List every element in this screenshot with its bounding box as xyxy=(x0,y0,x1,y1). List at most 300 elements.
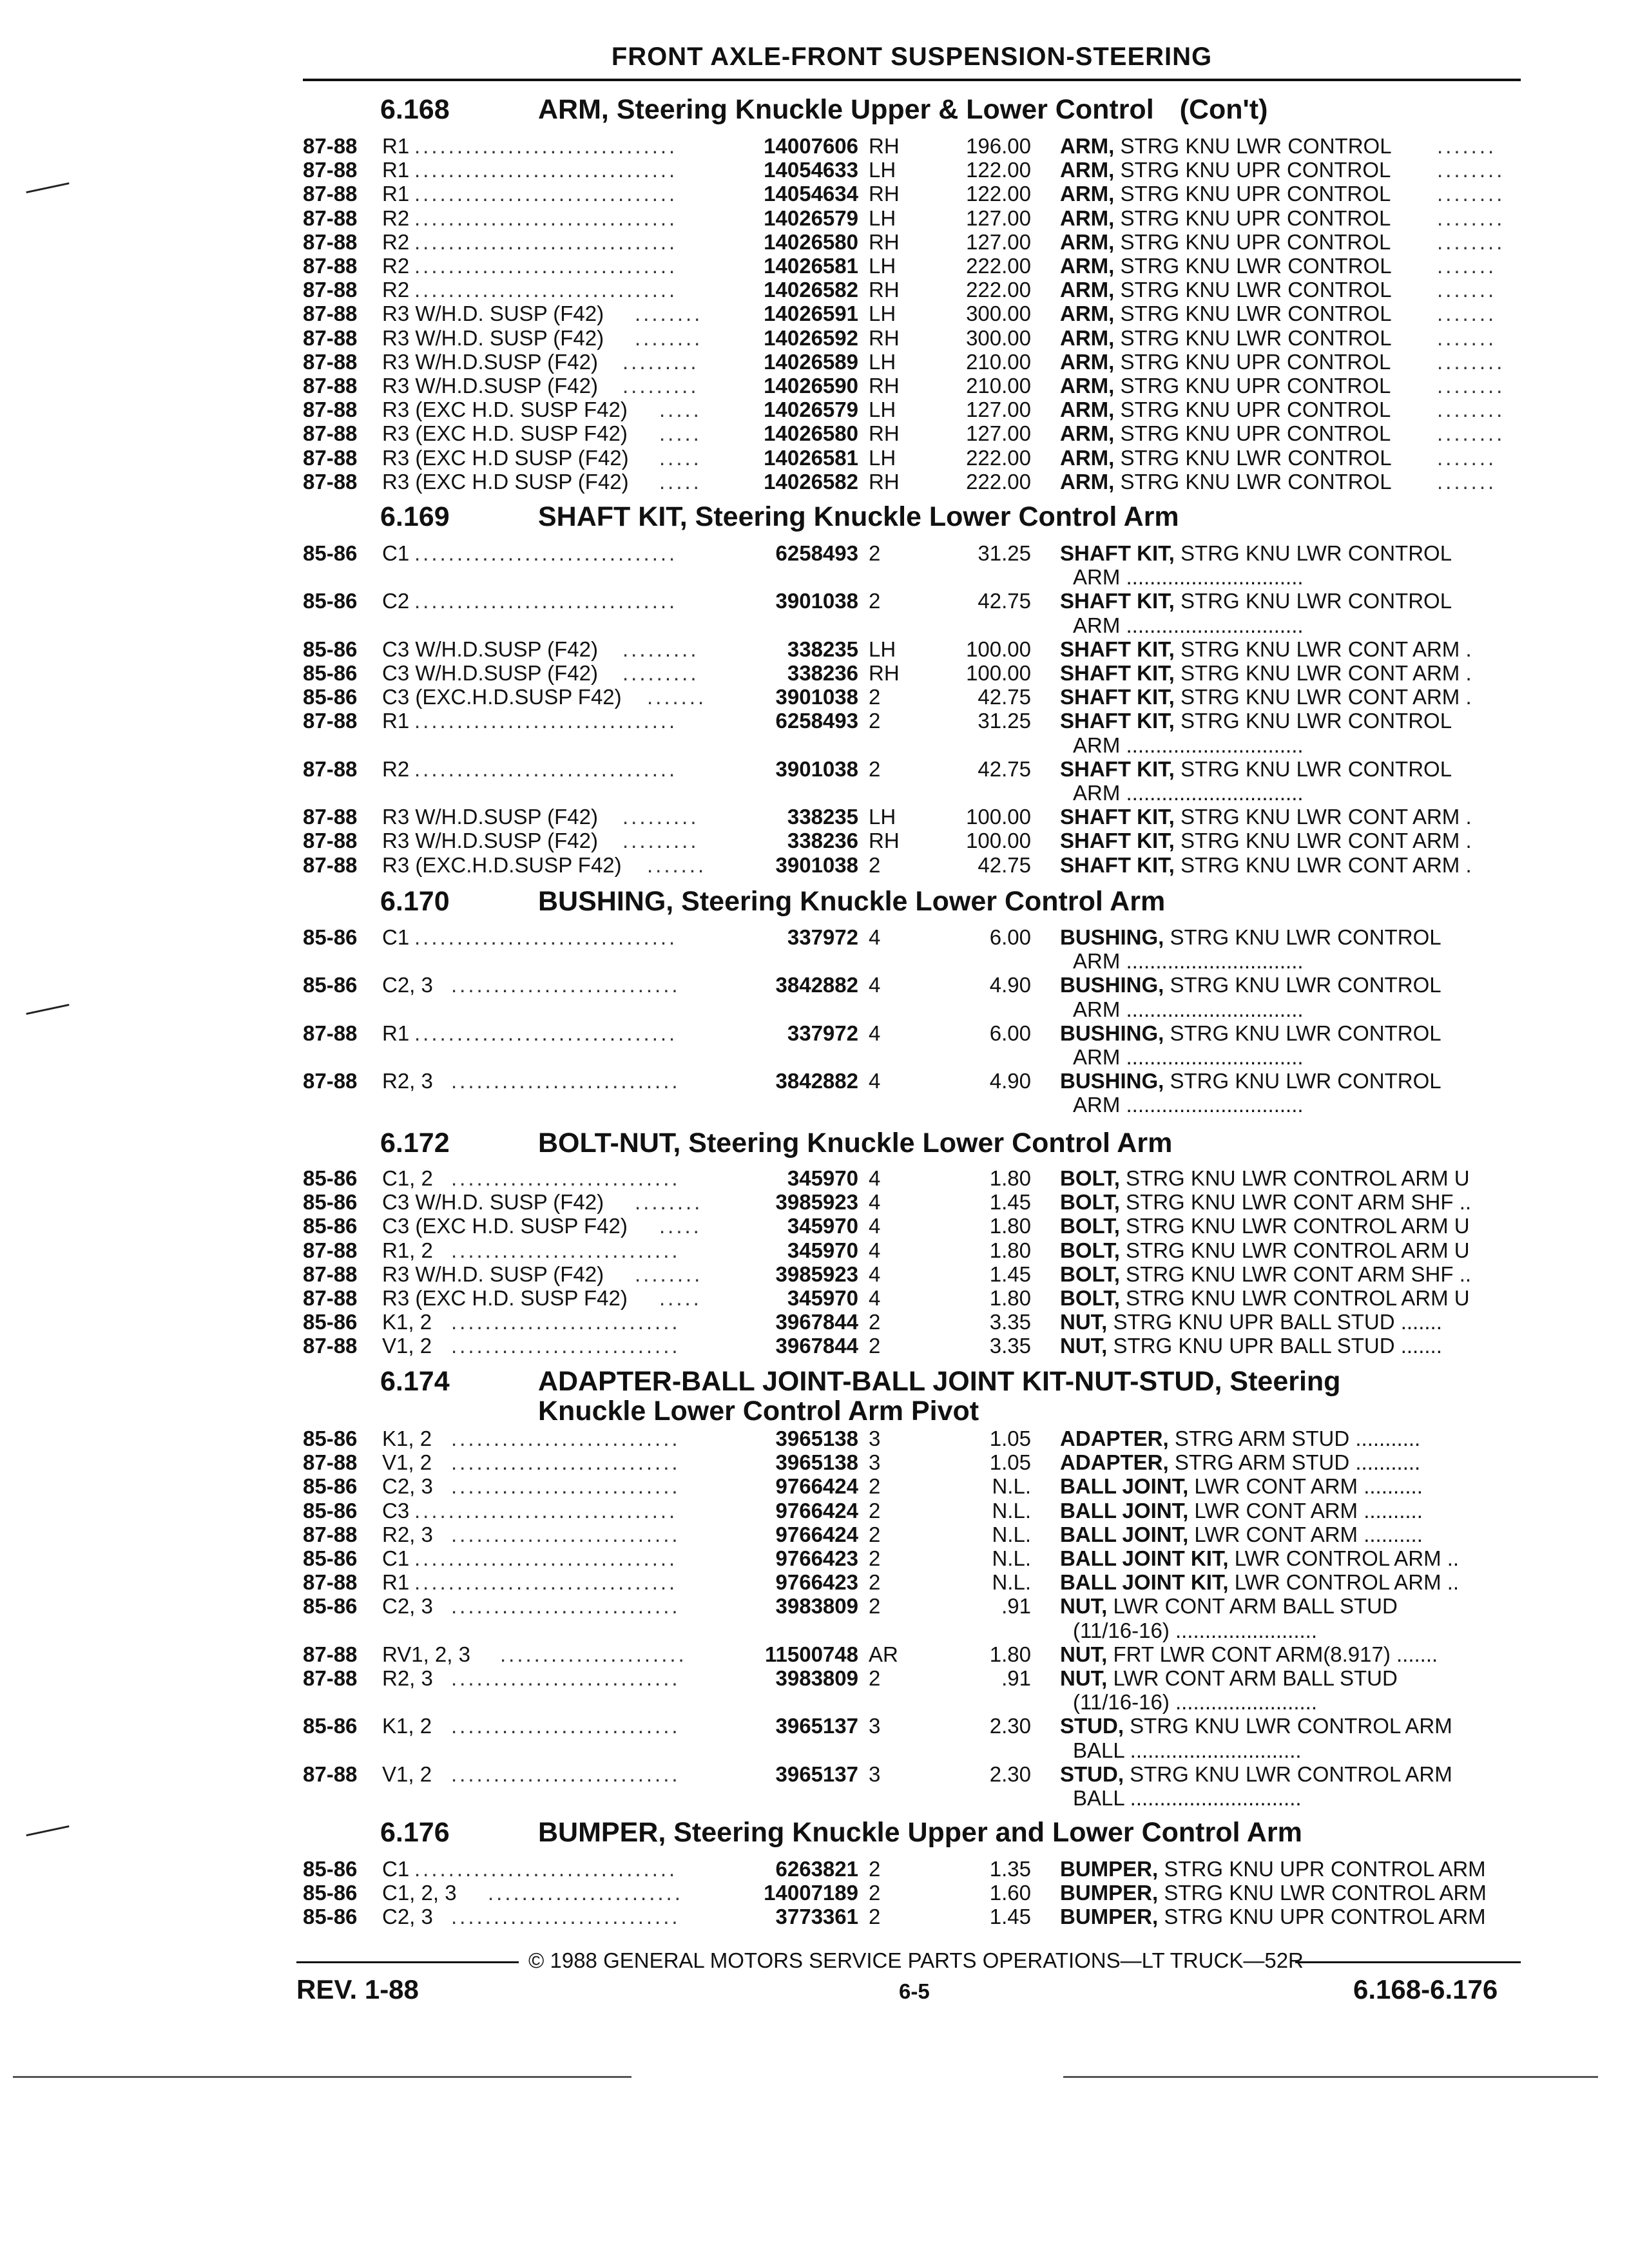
part-detail: STRG KNU UPR BALL STUD ....... xyxy=(1107,1310,1442,1334)
part-detail: STRG KNU LWR CONTROL ARM U xyxy=(1119,1166,1470,1190)
part-name: ARM, xyxy=(1060,229,1115,254)
leader-dots: ........................... xyxy=(451,1522,680,1546)
footer-copyright: © 1988 GENERAL MOTORS SERVICE PARTS OPERATIONS—LT TRUCK—52R xyxy=(528,1948,1304,1972)
part-number: 3985923 xyxy=(775,1262,858,1286)
application: R3 W/H.D. SUSP (F42) xyxy=(382,1262,604,1286)
part-description xyxy=(1060,326,1392,351)
part-name: BUSHING, xyxy=(1060,973,1164,997)
quantity: 4 xyxy=(869,1238,881,1262)
part-description xyxy=(1060,1857,1486,1881)
application: V1, 2 xyxy=(382,1762,432,1786)
part-detail: STRG KNU LWR CONT ARM . xyxy=(1174,805,1472,829)
part-number: 14026581 xyxy=(764,254,858,278)
quantity: 2 xyxy=(869,1594,881,1619)
model-years: 85-86 xyxy=(303,661,358,685)
model-years: 87-88 xyxy=(303,1238,358,1262)
quantity: LH xyxy=(869,637,896,661)
price: 1.80 xyxy=(989,1214,1031,1238)
model-years: 87-88 xyxy=(303,756,358,781)
application: R3 (EXC H.D. SUSP F42) xyxy=(382,398,628,422)
model-years: 85-86 xyxy=(303,1166,358,1190)
section-heading-text: SHAFT KIT, Steering Knuckle Lower Control Arm xyxy=(538,501,1179,532)
leader-dots: ......... xyxy=(622,637,699,661)
part-name: ARM, xyxy=(1060,325,1115,350)
part-detail: STRG KNU UPR CONTROL ARM xyxy=(1158,1905,1486,1929)
model-years: 85-86 xyxy=(303,1714,358,1738)
parts-row xyxy=(0,1523,1629,1547)
part-name: ARM, xyxy=(1060,158,1115,182)
part-detail: STRG KNU LWR CONT ARM . xyxy=(1174,685,1472,709)
quantity: 4 xyxy=(869,1262,881,1286)
continued-note: (Con't) xyxy=(1179,94,1268,125)
part-number: 14026591 xyxy=(764,302,858,326)
parts-row xyxy=(0,1310,1629,1334)
quantity: RH xyxy=(869,134,900,158)
part-description-line2: BALL ............................. xyxy=(1073,1786,1302,1810)
application: R3 (EXC.H.D.SUSP F42) xyxy=(382,852,622,877)
leader-dots: ......... xyxy=(622,805,699,829)
price: 42.75 xyxy=(978,756,1031,781)
quantity: 2 xyxy=(869,756,881,781)
quantity: 2 xyxy=(869,1857,881,1881)
model-years: 85-86 xyxy=(303,589,358,613)
part-detail: STRG KNU LWR CONTROL ARM U xyxy=(1119,1238,1470,1262)
quantity: 4 xyxy=(869,1286,881,1310)
part-description xyxy=(1060,853,1472,878)
application: C3 (EXC H.D. SUSP F42) xyxy=(382,1214,628,1238)
model-years: 87-88 xyxy=(303,374,358,398)
part-name: BUMPER, xyxy=(1060,1881,1159,1905)
quantity: 2 xyxy=(869,1881,881,1905)
leader-dots: ........................... xyxy=(451,1474,680,1499)
part-detail: STRG KNU LWR CONTROL ARM U xyxy=(1119,1286,1470,1310)
parts-row xyxy=(0,398,1629,422)
part-detail: STRG KNU LWR CONT ARM . xyxy=(1174,852,1472,877)
part-name: BUSHING, xyxy=(1060,1069,1164,1093)
part-name: BUSHING, xyxy=(1060,925,1164,949)
application: K1, 2 xyxy=(382,1714,432,1738)
part-name: BALL JOINT KIT, xyxy=(1060,1546,1229,1570)
part-detail: STRG KNU LWR CONTROL xyxy=(1114,302,1392,326)
model-years: 87-88 xyxy=(303,1021,358,1045)
part-name: ARM, xyxy=(1060,278,1115,302)
price: N.L. xyxy=(992,1474,1031,1499)
part-name: NUT, xyxy=(1060,1666,1108,1690)
part-description-line2: ARM .............................. xyxy=(1073,1045,1304,1069)
part-number: 9766424 xyxy=(775,1498,858,1523)
section-heading xyxy=(538,1366,1340,1398)
section-heading-text: BOLT-NUT, Steering Knuckle Lower Control Arm xyxy=(538,1128,1173,1158)
quantity: 3 xyxy=(869,1450,881,1475)
application: R2 xyxy=(382,229,410,254)
parts-row xyxy=(0,1857,1629,1881)
model-years: 87-88 xyxy=(303,1642,358,1666)
section-heading-text: BUSHING, Steering Knuckle Lower Control Arm xyxy=(538,886,1166,917)
part-description xyxy=(1060,709,1452,733)
leader-dots: ......... xyxy=(622,829,699,853)
application: R1 xyxy=(382,182,410,206)
application: R3 W/H.D.SUSP (F42) xyxy=(382,829,598,853)
price: 210.00 xyxy=(966,374,1031,398)
quantity: 2 xyxy=(869,685,881,709)
price: 1.45 xyxy=(989,1190,1031,1215)
quantity: 4 xyxy=(869,1021,881,1045)
part-name: NUT, xyxy=(1060,1310,1108,1334)
application: R1 xyxy=(382,158,410,182)
part-description xyxy=(1060,1214,1470,1238)
application: R3 (EXC H.D. SUSP F42) xyxy=(382,421,628,446)
part-name: BALL JOINT KIT, xyxy=(1060,1570,1229,1595)
part-detail: STRG KNU UPR CONTROL xyxy=(1114,182,1391,206)
application: C2, 3 xyxy=(382,1905,433,1929)
model-years: 87-88 xyxy=(303,302,358,326)
part-name: ARM, xyxy=(1060,445,1115,470)
parts-row-continuation xyxy=(0,1786,1629,1811)
parts-row xyxy=(0,805,1629,829)
model-years: 85-86 xyxy=(303,1546,358,1570)
trailing-dots: ........ xyxy=(1437,374,1505,398)
price: 127.00 xyxy=(966,206,1031,230)
leader-dots: ............................... xyxy=(414,925,678,949)
leader-dots: ............................... xyxy=(414,1857,678,1881)
trailing-dots: ........ xyxy=(1437,158,1505,182)
part-number: 3965138 xyxy=(775,1450,858,1475)
part-name: BUMPER, xyxy=(1060,1857,1159,1881)
application: V1, 2 xyxy=(382,1450,432,1475)
part-name: ADAPTER, xyxy=(1060,1450,1169,1475)
part-detail: STRG KNU UPR CONTROL xyxy=(1114,206,1391,230)
price: 2.30 xyxy=(989,1762,1031,1786)
model-years: 87-88 xyxy=(303,1666,358,1690)
leader-dots: ....... xyxy=(647,852,707,877)
part-detail: STRG KNU LWR CONTROL ARM xyxy=(1158,1881,1487,1905)
part-name: ARM, xyxy=(1060,206,1115,230)
part-detail: STRG KNU LWR CONTROL ARM U xyxy=(1119,1214,1470,1238)
parts-row xyxy=(0,1570,1629,1595)
part-number: 3965137 xyxy=(775,1714,858,1738)
trailing-dots: ....... xyxy=(1437,278,1497,302)
trailing-dots: ........ xyxy=(1437,182,1505,206)
part-number: 3901038 xyxy=(775,852,858,877)
part-number: 14026582 xyxy=(764,278,858,302)
part-number: 3985923 xyxy=(775,1190,858,1215)
model-years: 87-88 xyxy=(303,254,358,278)
model-years: 87-88 xyxy=(303,1450,358,1475)
parts-row xyxy=(0,1450,1629,1475)
part-number: 14026582 xyxy=(764,469,858,494)
price: 1.45 xyxy=(989,1905,1031,1929)
part-description xyxy=(1060,1069,1441,1093)
parts-row xyxy=(0,1546,1629,1571)
parts-row xyxy=(0,350,1629,374)
section-heading xyxy=(538,1128,1172,1159)
quantity: 2 xyxy=(869,1474,881,1499)
leader-dots: ........................... xyxy=(451,1905,680,1929)
leader-dots: ............................... xyxy=(414,1498,678,1523)
parts-row-continuation xyxy=(0,1045,1629,1070)
part-description xyxy=(1060,1310,1442,1334)
page-number: 6-5 xyxy=(899,1979,930,2003)
part-name: ARM, xyxy=(1060,398,1115,422)
model-years: 87-88 xyxy=(303,206,358,230)
part-name: SHAFT KIT, xyxy=(1060,829,1175,853)
part-description xyxy=(1060,1905,1486,1929)
leader-dots: ........................... xyxy=(451,1166,680,1190)
part-description xyxy=(1060,1166,1470,1191)
model-years: 85-86 xyxy=(303,973,358,997)
leader-dots: ..... xyxy=(659,421,702,446)
section-heading-line2: Knuckle Lower Control Arm Pivot xyxy=(538,1396,979,1427)
part-number: 337972 xyxy=(787,1021,858,1045)
parts-row xyxy=(0,661,1629,686)
part-number: 14054633 xyxy=(764,158,858,182)
price: 1.05 xyxy=(989,1427,1031,1450)
part-description xyxy=(1060,757,1452,782)
part-name: ARM, xyxy=(1060,302,1115,326)
quantity: 2 xyxy=(869,1546,881,1570)
part-name: SHAFT KIT, xyxy=(1060,685,1175,709)
part-name: ADAPTER, xyxy=(1060,1427,1169,1450)
part-number: 14026589 xyxy=(764,349,858,374)
leader-dots: ..... xyxy=(659,1286,702,1310)
application: K1, 2 xyxy=(382,1427,432,1450)
part-detail: STRG KNU LWR CONTROL xyxy=(1164,1069,1441,1093)
leader-dots: ........................... xyxy=(451,1069,680,1093)
part-number: 14026579 xyxy=(764,206,858,230)
part-description xyxy=(1060,1450,1420,1475)
part-description xyxy=(1060,1523,1423,1547)
parts-row-continuation xyxy=(0,565,1629,590)
model-years: 85-86 xyxy=(303,1190,358,1215)
part-description xyxy=(1060,637,1472,662)
model-years: 85-86 xyxy=(303,1857,358,1881)
application: RV1, 2, 3 xyxy=(382,1642,470,1666)
application: R3 (EXC H.D. SUSP F42) xyxy=(382,1286,628,1310)
part-detail: STRG KNU LWR CONTROL xyxy=(1114,254,1392,278)
section-number: 6.172 xyxy=(380,1128,450,1158)
price: 100.00 xyxy=(966,637,1031,661)
part-description xyxy=(1060,925,1441,950)
application: R3 W/H.D.SUSP (F42) xyxy=(382,349,598,374)
leader-dots: ........................... xyxy=(451,1594,680,1619)
part-name: BOLT, xyxy=(1060,1190,1120,1215)
application: R2, 3 xyxy=(382,1666,433,1690)
price: 6.00 xyxy=(989,1021,1031,1045)
part-name: STUD, xyxy=(1060,1714,1124,1738)
parts-row-continuation xyxy=(0,1093,1629,1117)
model-years: 87-88 xyxy=(303,349,358,374)
parts-row xyxy=(0,1666,1629,1691)
model-years: 85-86 xyxy=(303,1427,358,1450)
part-number: 3842882 xyxy=(775,1069,858,1093)
quantity: RH xyxy=(869,829,900,853)
application: C1 xyxy=(382,925,410,949)
leader-dots: ........................... xyxy=(451,1310,680,1334)
part-number: 14026590 xyxy=(764,374,858,398)
parts-row-continuation xyxy=(0,997,1629,1022)
part-number: 9766423 xyxy=(775,1546,858,1570)
part-name: BOLT, xyxy=(1060,1166,1120,1190)
application: R3 W/H.D.SUSP (F42) xyxy=(382,374,598,398)
part-detail: STRG KNU UPR CONTROL xyxy=(1114,349,1391,374)
model-years: 87-88 xyxy=(303,134,358,158)
part-description-line2: ARM .............................. xyxy=(1073,733,1304,757)
price: 127.00 xyxy=(966,398,1031,422)
price: 4.90 xyxy=(989,1069,1031,1093)
quantity: RH xyxy=(869,661,900,685)
parts-row xyxy=(0,278,1629,302)
part-description xyxy=(1060,254,1392,278)
part-name: BUSHING, xyxy=(1060,1021,1164,1045)
parts-row xyxy=(0,1334,1629,1358)
leader-dots: ..... xyxy=(659,398,702,422)
parts-row xyxy=(0,1190,1629,1215)
part-description xyxy=(1060,350,1391,374)
part-number: 3901038 xyxy=(775,589,858,613)
footer-rule-right xyxy=(1295,1961,1521,1963)
part-description xyxy=(1060,158,1391,182)
quantity: 2 xyxy=(869,1522,881,1546)
model-years: 87-88 xyxy=(303,229,358,254)
part-number: 3983809 xyxy=(775,1666,858,1690)
model-years: 87-88 xyxy=(303,325,358,350)
part-description-line2: ARM .............................. xyxy=(1073,997,1304,1021)
part-description xyxy=(1060,1021,1441,1046)
leader-dots: ............................... xyxy=(414,278,678,302)
part-name: NUT, xyxy=(1060,1642,1108,1666)
price: 300.00 xyxy=(966,325,1031,350)
part-name: BALL JOINT, xyxy=(1060,1522,1189,1546)
parts-row xyxy=(0,446,1629,470)
quantity: 2 xyxy=(869,589,881,613)
model-years: 87-88 xyxy=(303,709,358,733)
leader-dots: ...................... xyxy=(500,1642,687,1666)
part-description-line2: ARM .............................. xyxy=(1073,565,1304,590)
quantity: 4 xyxy=(869,1069,881,1093)
quantity: RH xyxy=(869,182,900,206)
quantity: LH xyxy=(869,206,896,230)
part-description xyxy=(1060,973,1441,997)
part-number: 3773361 xyxy=(775,1905,858,1929)
part-description xyxy=(1060,446,1392,470)
part-detail: STRG ARM STUD ........... xyxy=(1168,1427,1421,1450)
leader-dots: ........ xyxy=(635,1190,703,1215)
part-description xyxy=(1060,206,1391,231)
part-name: SHAFT KIT, xyxy=(1060,637,1175,661)
application: R3 W/H.D. SUSP (F42) xyxy=(382,325,604,350)
parts-row xyxy=(0,1069,1629,1093)
price: .91 xyxy=(1001,1666,1031,1690)
part-description xyxy=(1060,1427,1420,1451)
section-heading-text: ADAPTER-BALL JOINT-BALL JOINT KIT-NUT-STUD, Steering xyxy=(538,1366,1341,1397)
part-number: 14007189 xyxy=(764,1881,858,1905)
part-description xyxy=(1060,685,1472,709)
part-description-line2: ARM .............................. xyxy=(1073,613,1304,637)
leader-dots: ......... xyxy=(622,349,699,374)
parts-row xyxy=(0,757,1629,782)
parts-row xyxy=(0,1427,1629,1451)
quantity: LH xyxy=(869,398,896,422)
parts-row xyxy=(0,1905,1629,1929)
part-description xyxy=(1060,1546,1459,1571)
part-description xyxy=(1060,1594,1398,1619)
part-detail: STRG KNU LWR CONT ARM . xyxy=(1174,829,1472,853)
section-heading xyxy=(538,886,1165,918)
model-years: 85-86 xyxy=(303,637,358,661)
application: R3 (EXC H.D SUSP (F42) xyxy=(382,469,629,494)
part-detail: STRG KNU UPR CONTROL ARM xyxy=(1158,1857,1486,1881)
trailing-dots: ....... xyxy=(1437,254,1497,278)
section-heading-text: ARM, Steering Knuckle Upper & Lower Control xyxy=(538,94,1154,125)
part-name: ARM, xyxy=(1060,374,1115,398)
part-description xyxy=(1060,398,1391,422)
part-name: ARM, xyxy=(1060,134,1115,158)
application: C2, 3 xyxy=(382,1474,433,1499)
parts-row xyxy=(0,1642,1629,1667)
part-description xyxy=(1060,661,1472,686)
parts-row xyxy=(0,158,1629,182)
part-detail: STRG KNU LWR CONT ARM SHF .. xyxy=(1119,1262,1472,1286)
leader-dots: ............................... xyxy=(414,1570,678,1595)
part-number: 3901038 xyxy=(775,756,858,781)
quantity: 4 xyxy=(869,1190,881,1215)
parts-row-continuation xyxy=(0,733,1629,758)
part-description xyxy=(1060,182,1391,206)
application: C2, 3 xyxy=(382,1594,433,1619)
price: N.L. xyxy=(992,1498,1031,1523)
price: 122.00 xyxy=(966,182,1031,206)
price: 210.00 xyxy=(966,349,1031,374)
price: 31.25 xyxy=(978,709,1031,733)
part-detail: STRG KNU LWR CONTROL xyxy=(1114,278,1392,302)
part-name: BALL JOINT, xyxy=(1060,1474,1189,1499)
model-years: 85-86 xyxy=(303,541,358,565)
part-number: 14054634 xyxy=(764,182,858,206)
model-years: 87-88 xyxy=(303,829,358,853)
part-detail: STRG KNU LWR CONTROL xyxy=(1164,1021,1441,1045)
model-years: 85-86 xyxy=(303,1881,358,1905)
model-years: 87-88 xyxy=(303,1334,358,1358)
model-years: 87-88 xyxy=(303,805,358,829)
parts-row xyxy=(0,1714,1629,1738)
application: C1, 2 xyxy=(382,1166,433,1190)
part-description xyxy=(1060,374,1391,398)
parts-row xyxy=(0,1262,1629,1287)
application: C3 W/H.D. SUSP (F42) xyxy=(382,1190,604,1215)
part-detail: STRG KNU LWR CONTROL xyxy=(1114,325,1392,350)
part-detail: STRG ARM STUD ........... xyxy=(1168,1450,1421,1475)
part-detail: STRG KNU LWR CONT ARM . xyxy=(1174,637,1472,661)
part-name: SHAFT KIT, xyxy=(1060,709,1175,733)
model-years: 87-88 xyxy=(303,421,358,446)
application: R1 xyxy=(382,709,410,733)
part-detail: STRG KNU LWR CONTROL xyxy=(1164,973,1441,997)
model-years: 87-88 xyxy=(303,398,358,422)
section-heading xyxy=(538,1817,1302,1849)
part-description-line2: ARM .............................. xyxy=(1073,1093,1304,1117)
price: 100.00 xyxy=(966,805,1031,829)
price: 196.00 xyxy=(966,134,1031,158)
quantity: 2 xyxy=(869,709,881,733)
parts-row-continuation xyxy=(0,613,1629,638)
parts-row xyxy=(0,1499,1629,1523)
application: C3 xyxy=(382,1498,410,1523)
price: 1.80 xyxy=(989,1286,1031,1310)
part-name: BALL JOINT, xyxy=(1060,1498,1189,1523)
quantity: 3 xyxy=(869,1427,881,1450)
part-number: 14026581 xyxy=(764,445,858,470)
part-detail: STRG KNU LWR CONTROL xyxy=(1174,756,1452,781)
